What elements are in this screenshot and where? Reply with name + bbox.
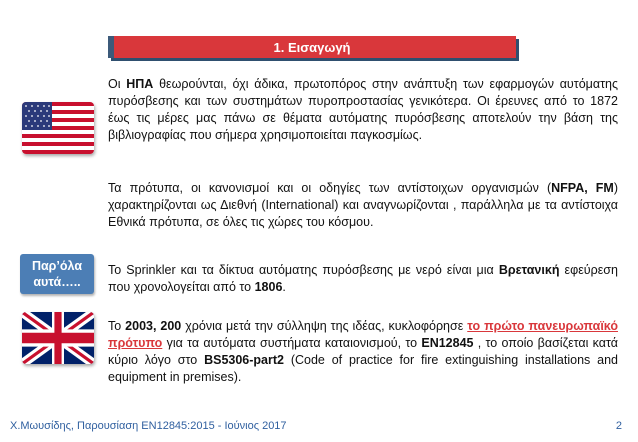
- bold-bs5306: BS5306-part2: [204, 353, 284, 367]
- text: , το οποίο βασίζεται κατά κύριο λόγο στο: [108, 336, 618, 367]
- page-number: 2: [615, 420, 622, 432]
- text: Οι: [108, 77, 127, 91]
- text: εφεύρεση που χρονολογείται από το: [108, 263, 618, 294]
- bold-usa: ΗΠΑ: [126, 77, 154, 91]
- text: ) χαρακτηρίζονται ως Διεθνή (International) και αναγνωρίζονται , παράλληλα με τα αντίστοιχα Εθνικά πρότυπα, σε όλες τις χώρες του κόσμου.: [108, 181, 619, 229]
- paragraph-usa-history: [108, 76, 618, 144]
- footer-text: Χ.Μωυσίδης, Παρουσίαση EN12845:2015 - Ιούνιος 2017: [10, 420, 287, 432]
- usa-flag-icon: [22, 102, 94, 154]
- text: για τα αυτόματα συστήματα καταιονισμού, το: [162, 336, 422, 350]
- text: Τα πρότυπα, οι κανονισμοί και οι οδηγίες των αντίστοιχων οργανισμών (: [108, 181, 552, 195]
- uk-flag-icon: [22, 312, 94, 364]
- text: χρόνια μετά την σύλληψη της ιδέας, κυκλοφόρησε: [181, 319, 468, 333]
- callout-line-1: Παρ’όλα: [31, 259, 83, 273]
- section-title: 1. Εισαγωγή: [108, 36, 516, 58]
- bold-2003: 2003, 200: [125, 319, 182, 333]
- bold-nfpa-fm: NFPA, FM: [551, 181, 614, 195]
- text: Το Sprinkler και τα δίκτυα αυτόματης πυρόσβεσης με νερό είναι μια: [108, 263, 499, 277]
- text: (Code of practice for fire extinguishing installations and equipment in premises).: [108, 353, 618, 384]
- text: .: [282, 280, 286, 294]
- however-callout-box: [20, 254, 94, 294]
- paragraph-sprinkler-origin: [108, 262, 618, 296]
- bold-en12845: EN12845: [421, 336, 474, 350]
- section-title-banner: [108, 36, 526, 58]
- text: θεωρούνται, όχι άδικα, πρωτοπόρος στην ανάπτυξη των εφαρμογών αυτόματης πυρόσβεσης και των συστημάτων πυροπροστασίας γενικότερα. Οι έρευνες από το 1872 έως τις μέρες μας πάνω σε θέματα αυτόματης πυρόσβεσης αποτελούν την βάση της βιβλιογραφίας που σήμερα χρησιμοποιείται παγκοσμίως.: [108, 77, 618, 142]
- bold-year: 1806: [254, 280, 283, 294]
- paragraph-standards: [108, 180, 618, 231]
- first-european-standard-link[interactable]: το πρώτο πανευρωπαϊκό πρότυπο: [108, 319, 618, 350]
- bold-british: Βρετανική: [498, 263, 560, 277]
- callout-line-2: αυτά…..: [33, 275, 81, 289]
- text: Το: [108, 319, 126, 333]
- paragraph-en12845: [108, 318, 618, 386]
